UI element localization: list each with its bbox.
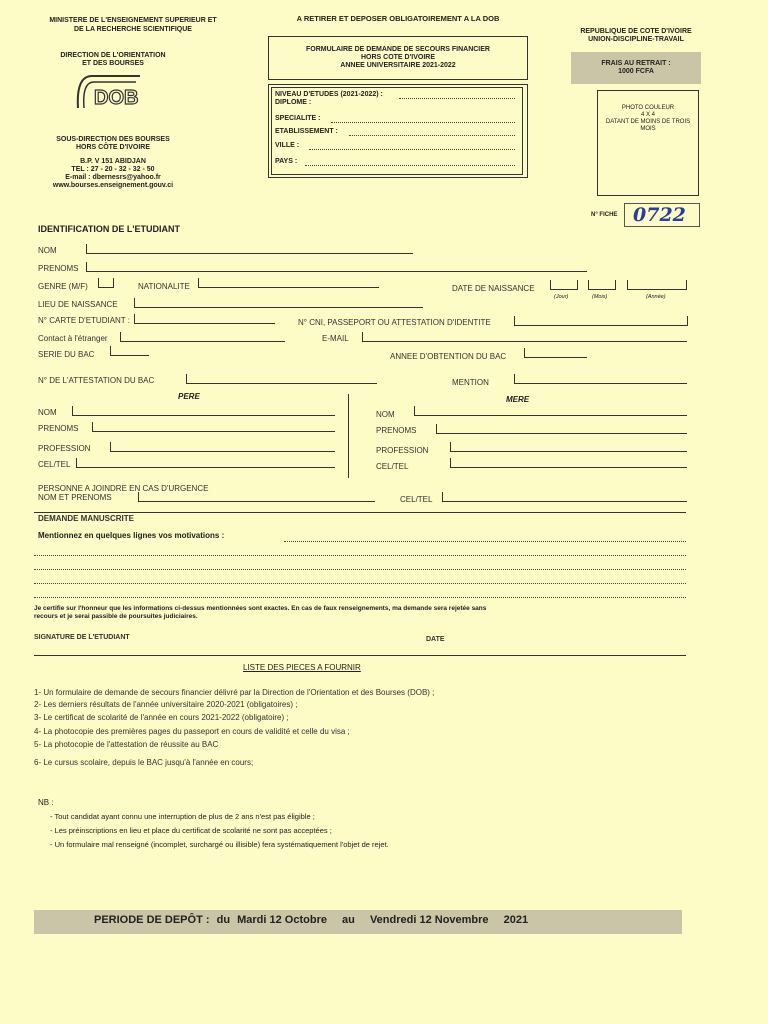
specialite-field[interactable] [331, 122, 515, 123]
identification-title: IDENTIFICATION DE L'ETUDIANT [38, 224, 180, 234]
signature-label: SIGNATURE DE L'ETUDIANT [34, 634, 130, 641]
pere-prenoms-field[interactable] [92, 422, 335, 432]
pere-title: PERE [178, 392, 200, 401]
telephone: TEL : 27 - 20 - 32 - 32 - 50 [71, 166, 155, 173]
motivation-line[interactable] [34, 569, 686, 570]
direction-line1: DIRECTION DE L'ORIENTATION [60, 52, 166, 59]
email-field[interactable] [362, 332, 687, 342]
attestation-bac-label: N° DE L'ATTESTATION DU BAC [38, 376, 155, 385]
cni-field[interactable] [514, 316, 688, 326]
motivations-label: Mentionnez en quelques lignes vos motivations : [38, 531, 225, 540]
niveau-label: NIVEAU D'ETUDES (2021-2022) : [275, 91, 383, 98]
subdirection-line1: SOUS-DIRECTION DES BOURSES [56, 136, 170, 143]
form-title-line2: HORS COTE D'IVOIRE [360, 54, 435, 61]
periode-du: du [216, 914, 231, 926]
certify-line1: Je certifie sur l'honneur que les informations ci-dessus mentionnées sont exactes. En cas de faux renseignements, ma demande sera rejetée sans [34, 605, 487, 612]
pere-nom-label: NOM [38, 408, 57, 417]
pieces-title: LISTE DES PIECES A FOURNIR [243, 663, 361, 672]
email-label: E-MAIL [322, 334, 349, 343]
divider [34, 655, 686, 656]
mere-prenoms-field[interactable] [436, 424, 687, 434]
nationalite-label: NATIONALITE [138, 282, 190, 291]
motivation-line[interactable] [34, 583, 686, 584]
periode-banner [34, 910, 682, 934]
prenoms-field[interactable] [86, 262, 587, 272]
republic-line1: REPUBLIQUE DE COTE D'IVOIRE [580, 28, 692, 35]
lieu-naissance-label: LIEU DE NAISSANCE [38, 300, 118, 309]
bp-address: B.P. V 151 ABIDJAN [80, 158, 146, 165]
nb-item: - Un formulaire mal renseigné (incomplet, surchargé ou illisible) fera systématiquement l'objet de rejet. [50, 840, 389, 849]
email-address: E-mail : dbernesrs@yahoo.fr [65, 174, 161, 181]
republic-line2: UNION-DISCIPLINE-TRAVAIL [588, 36, 684, 43]
periode-label: PERIODE DE DEPÔT : [94, 914, 210, 926]
periode-end: Vendredi 12 Novembre [369, 914, 489, 926]
ville-field[interactable] [309, 149, 515, 150]
date-naissance-label: DATE DE NAISSANCE [452, 284, 535, 293]
periode-year: 2021 [503, 914, 529, 926]
pays-label: PAYS : [275, 158, 298, 165]
fee-line2: 1000 FCFA [618, 68, 654, 75]
fee-box [571, 52, 701, 84]
parents-divider [348, 394, 349, 478]
birth-year-field[interactable] [627, 280, 687, 290]
pere-prenoms-label: PRENOMS [38, 424, 79, 433]
mere-title: MERE [506, 395, 530, 404]
pere-profession-field[interactable] [110, 442, 335, 452]
mere-nom-field[interactable] [414, 406, 687, 416]
ministry-line2: DE LA RECHERCHE SCIENTIFIQUE [74, 26, 192, 33]
ville-label: VILLE : [275, 142, 300, 149]
urgence-nom-label: NOM ET PRENOMS [38, 493, 112, 502]
mere-celtel-label: CEL/TEL [376, 462, 409, 471]
periode-start: Mardi 12 Octobre [237, 914, 327, 926]
nb-item: - Les préinscriptions en lieu et place du certificat de scolarité ne sont pas acceptées ; [50, 826, 332, 835]
logo-text: DOB [94, 87, 139, 109]
attestation-bac-field[interactable] [186, 374, 377, 384]
piece-item: 2- Les derniers résultats de l'année universitaire 2020-2021 (obligatoires) ; [34, 700, 298, 709]
annee-bac-label: ANNEE D'OBTENTION DU BAC [390, 352, 507, 361]
form-title-box [268, 36, 528, 80]
urgence-nom-field[interactable] [138, 492, 375, 502]
birth-month-field[interactable] [588, 280, 616, 290]
photo-line1: PHOTO COULEUR [621, 105, 675, 111]
fee-line1: FRAIS AU RETRAIT : [601, 60, 671, 67]
mention-field[interactable] [514, 374, 687, 384]
form-title-line1: FORMULAIRE DE DEMANDE DE SECOURS FINANCIER [306, 46, 490, 53]
photo-line2: 4 X 4 [640, 112, 655, 118]
form-title-line3: ANNEE UNIVERSITAIRE 2021-2022 [340, 62, 456, 69]
genre-label: GENRE (M/F) [38, 282, 88, 291]
nom-label: NOM [38, 246, 57, 255]
urgence-celtel-label: CEL/TEL [400, 495, 433, 504]
fiche-label: N° FICHE [591, 212, 618, 218]
fiche-number-box [624, 203, 700, 227]
piece-item: 3- Le certificat de scolarité de l'année en cours 2021-2022 (obligatoire) ; [34, 713, 289, 722]
serie-bac-label: SERIE DU BAC [38, 350, 95, 359]
website: www.bourses.enseignement.gouv.ci [52, 182, 174, 189]
niveau-field[interactable] [399, 98, 515, 99]
piece-item: 6- Le cursus scolaire, depuis le BAC jusqu'à l'année en cours; [34, 758, 254, 767]
nb-item: - Tout candidat ayant connu une interruption de plus de 2 ans n'est pas éligible ; [50, 812, 315, 821]
serie-bac-field[interactable] [110, 346, 149, 356]
motivation-line[interactable] [34, 597, 686, 598]
nationalite-field[interactable] [198, 278, 379, 288]
dob-logo [74, 72, 144, 112]
periode-au: au [342, 914, 355, 926]
pere-celtel-label: CEL/TEL [38, 460, 71, 469]
pays-field[interactable] [305, 165, 515, 166]
studies-box [268, 84, 528, 178]
lieu-naissance-field[interactable] [134, 298, 423, 308]
photo-line4: MOIS [640, 126, 656, 132]
genre-field[interactable] [98, 278, 114, 288]
pere-celtel-field[interactable] [76, 458, 335, 468]
ministry-line1: MINISTERE DE L'ENSEIGNEMENT SUPERIEUR ET [49, 17, 217, 24]
divider [34, 512, 686, 513]
piece-item: 4- La photocopie des premières pages du passeport en cours de validité et celle du visa ; [34, 727, 350, 736]
mois-label: (Mois) [592, 294, 608, 300]
mere-prenoms-label: PRENOMS [376, 426, 417, 435]
birth-day-field[interactable] [550, 280, 578, 290]
etablissement-label: ETABLISSEMENT : [275, 128, 338, 135]
carte-etudiant-field[interactable] [134, 314, 275, 324]
piece-item: 1- Un formulaire de demande de secours financier délivré par la Direction de l'Orientation et des Bourses (DOB) ; [34, 688, 435, 697]
pere-profession-label: PROFESSION [38, 444, 91, 453]
photo-box[interactable] [597, 90, 699, 196]
urgence-title: PERSONNE A JOINDRE EN CAS D'URGENCE [38, 484, 209, 493]
specialite-label: SPECIALITE : [275, 115, 321, 122]
nom-field[interactable] [86, 244, 413, 254]
urgence-celtel-field[interactable] [442, 492, 687, 502]
mere-profession-field[interactable] [450, 442, 687, 452]
certify-line2: recours et je serai passible de poursuites judiciaires. [34, 613, 198, 620]
date-label: DATE [426, 636, 445, 643]
fiche-number: 0722 [633, 204, 686, 226]
annee-label: (Année) [646, 294, 666, 300]
motivation-line[interactable] [284, 541, 686, 542]
subdirection-line2: HORS CÔTE D'IVOIRE [75, 144, 150, 151]
contact-etranger-field[interactable] [120, 332, 285, 342]
piece-item: 5- La photocopie de l'attestation de réussite au BAC [34, 740, 219, 749]
diplome-label: DIPLOME : [275, 99, 312, 106]
carte-etudiant-label: N° CARTE D'ETUDIANT : [38, 316, 130, 325]
mention-label: MENTION [452, 378, 489, 387]
pere-nom-field[interactable] [72, 406, 335, 416]
mere-profession-label: PROFESSION [376, 446, 429, 455]
contact-etranger-label: Contact à l'étranger [38, 334, 108, 343]
direction-line2: ET DES BOURSES [82, 60, 144, 67]
demande-title: DEMANDE MANUSCRITE [38, 514, 134, 523]
annee-bac-field[interactable] [524, 348, 587, 358]
jour-label: (Jour) [554, 294, 569, 300]
prenoms-label: PRENOMS [38, 264, 79, 273]
nb-title: NB : [38, 798, 54, 807]
cni-label: N° CNI, PASSEPORT OU ATTESTATION D'IDENTITE [298, 318, 491, 327]
motivation-line[interactable] [34, 555, 686, 556]
photo-line3: DATANT DE MOINS DE TROIS [605, 119, 691, 125]
mere-nom-label: NOM [376, 410, 395, 419]
mere-celtel-field[interactable] [450, 458, 687, 468]
etablissement-field[interactable] [349, 135, 515, 136]
deposit-notice: A RETIRER ET DEPOSER OBLIGATOIREMENT A LA DOB [296, 14, 500, 23]
